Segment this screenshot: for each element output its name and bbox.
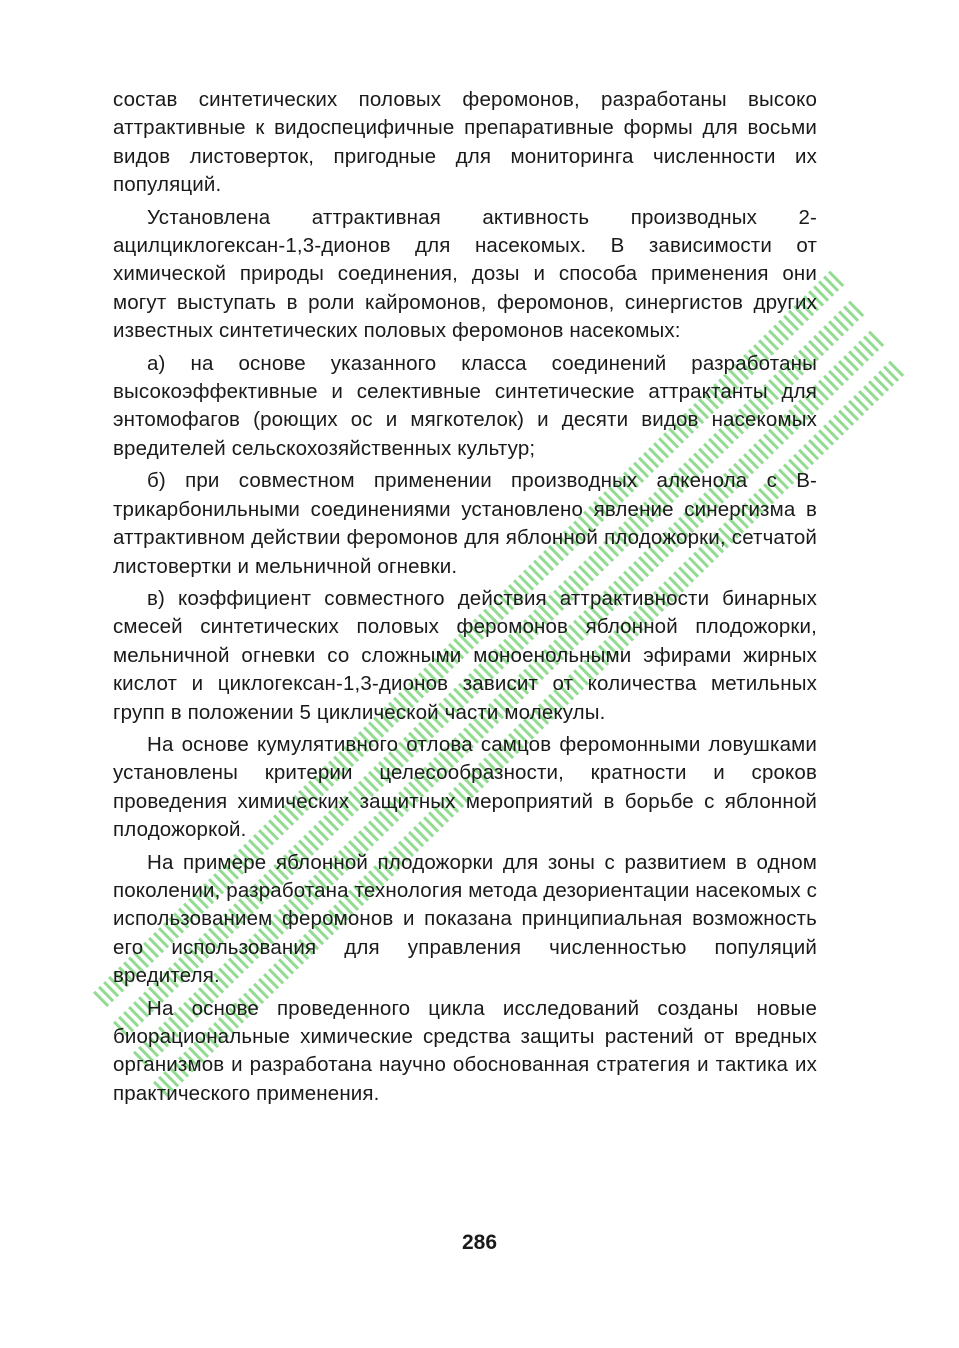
page-number: 286 bbox=[461, 1231, 498, 1254]
paragraph-1: состав синтетических половых феромонов, разработаны высоко аттрактивные к видоспецифичные препаративные формы для восьми видов листоверток, пригодные для мониторинга численности их популяций. bbox=[113, 88, 817, 197]
body-text bbox=[113, 86, 817, 1112]
paragraph-5: в) коэффициент совместного действия аттрактивности бинарных смесей синтетических половых феромонов яблонной плодожорки, мельничной огневки со сложными моноенольными эфирами жирных кислот и циклогексан-1,3-дионов зависит от количества метильных групп в положении 5 циклической части молекулы. bbox=[113, 586, 817, 724]
paragraph-2: Установлена аттрактивная активность производных 2-ацилциклогексан-1,3-дионов для насекомых. В зависимости от химической природы соединения, дозы и способа применения они могут выступать в роли кайромонов, феромонов, синергистов других известных синтетических половых феромонов насекомых: bbox=[113, 205, 817, 343]
paragraph-4: б) при совместном применении производных алкенола с В-трикарбонильными соединениями установлено явление синергизма в аттрактивном действии феромонов для яблонной плодожорки, сетчатой листовертки и мельничной огневки. bbox=[113, 469, 817, 578]
paragraph-6: На основе кумулятивного отлова самцов феромонными ловушками установлены критерии целесообразности, кратности и сроков проведения химических защитных мероприятий в борьбе с яблонной плодожоркой. bbox=[113, 732, 817, 842]
paragraph-7: На примере яблонной плодожорки для зоны с развитием в одном поколении, разработана технология метода дезориентации насекомых с использованием феромонов и показана принципиальная возможность его использования для управления численностью популяций вредителя. bbox=[113, 850, 817, 988]
paragraph-3: а) на основе указанного класса соединений разработаны высокоэффективные и селективные синтетические аттрактанты для энтомофагов (роющих ос и мягкотелок) и десяти видов насекомых вредителей сельскохозяйственных культур; bbox=[113, 351, 817, 460]
paragraph-8: На основе проведенного цикла исследований созданы новые биорациональные химические средства защиты растений от вредных организмов и разработана научно обоснованная стратегия и тактика их практического применения. bbox=[113, 996, 817, 1105]
